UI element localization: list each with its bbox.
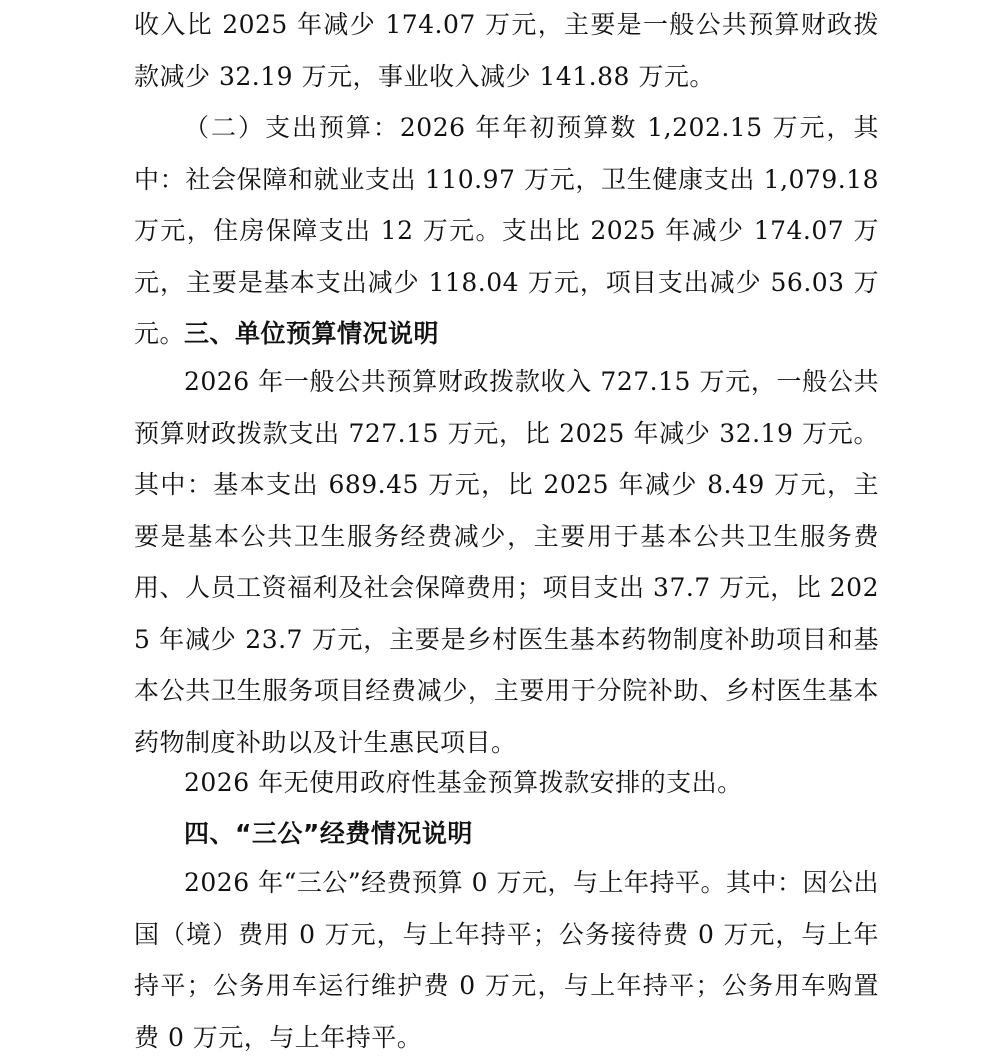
paragraph-government-fund: 2026 年无使用政府性基金预算拨款安排的支出。 bbox=[184, 768, 743, 797]
paragraph-general-budget: 2026 年一般公共预算财政拨款收入 727.15 万元，一般公共预算财政拨款支出 727.15 万元，比 2025 年减少 32.19 万元。其中：基本支出 689.45 万元，比 2025 年减少 8.49 万元，主要是基本公共卫生服务经费减少，主要用于基本公共卫生服务费用、人员工资福利及社会保障费用；项目支出 37.7 万元，比 2025 年减少 23.7 万元，主要是乡村医生基本药物制度补助项目和基本公共卫生服务项目经费减少，主要用于分院补助、乡村医生基本药物制度补助以及计生惠民项目。 bbox=[134, 367, 879, 757]
paragraph-income-decrease: 收入比 2025 年减少 174.07 万元，主要是一般公共预算财政拨款减少 32.19 万元，事业收入减少 141.88 万元。 bbox=[134, 10, 879, 91]
section-heading-three-public: 四、“三公”经费情况说明 bbox=[184, 819, 473, 848]
section-heading-unit-budget: 三、单位预算情况说明 bbox=[184, 319, 440, 348]
paragraph-three-public-expenses: 2026 年“三公”经费预算 0 万元，与上年持平。其中：因公出国（境）费用 0 万元，与上年持平；公务接待费 0 万元，与上年持平；公务用车运行维护费 0 万元，与上年持平；公务用车购置费 0 万元，与上年持平。 bbox=[134, 868, 879, 1052]
paragraph-expenditure-budget: （二）支出预算：2026 年年初预算数 1,202.15 万元，其中：社会保障和就业支出 110.97 万元，卫生健康支出 1,079.18 万元，住房保障支出 12 万元。支出比 2025 年减少 174.07 万元，主要是基本支出减少 118.04 万元，项目支出减少 56.03 万元。 bbox=[134, 113, 879, 348]
